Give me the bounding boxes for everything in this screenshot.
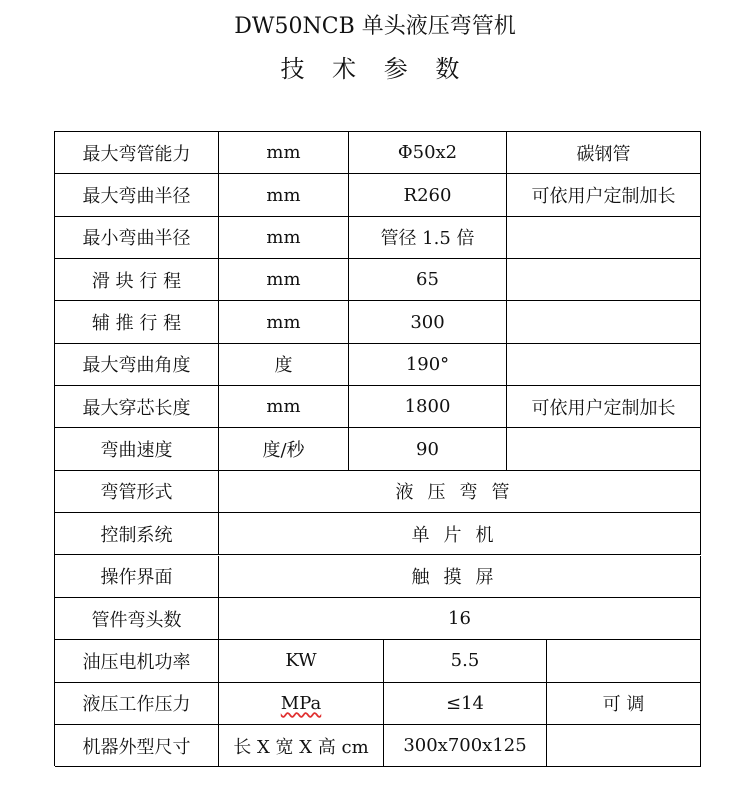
table-cell: [219, 259, 349, 301]
cell-text: 滑 块 行 程: [91, 270, 182, 292]
table-cell: [507, 344, 701, 386]
table-cell: [219, 640, 384, 682]
table-cell: [219, 301, 349, 343]
table-cell: [507, 386, 701, 428]
spec-table-grid: [54, 131, 701, 766]
cell-text: 液压弯管: [395, 482, 524, 504]
table-cell: [507, 428, 701, 470]
table-cell: [384, 640, 547, 682]
cell-text: 可 调: [602, 694, 645, 716]
cell-text: MPa: [280, 692, 322, 714]
table-cell: [219, 428, 349, 470]
cell-text: R260: [403, 184, 452, 206]
cell-text: 5.5: [450, 650, 480, 672]
table-cell: [384, 725, 547, 767]
cell-text: 65: [416, 269, 439, 291]
table-cell: [219, 556, 701, 598]
table-cell: [547, 640, 701, 682]
table-cell: [55, 344, 219, 386]
cell-text: 1800: [404, 396, 451, 418]
table-cell: [349, 428, 507, 470]
cell-text: mm: [266, 269, 301, 291]
table-cell: [219, 725, 384, 767]
table-cell: [349, 217, 507, 259]
table-cell: [219, 683, 384, 725]
table-cell: [219, 344, 349, 386]
cell-text: 控制系统: [100, 524, 173, 546]
table-cell: [55, 513, 219, 555]
cell-text: mm: [266, 226, 301, 248]
cell-text: 管件弯头数: [91, 609, 182, 631]
table-cell: [349, 301, 507, 343]
cell-text: mm: [266, 311, 301, 333]
cell-text: 300: [410, 311, 445, 333]
table-cell: [349, 132, 507, 174]
table-cell: [55, 174, 219, 216]
table-cell: [547, 683, 701, 725]
table-cell: [507, 259, 701, 301]
table-cell: [349, 259, 507, 301]
table-cell: [547, 725, 701, 767]
cell-text: 可依用户定制加长: [531, 397, 676, 419]
table-cell: [219, 174, 349, 216]
cell-text: 最大弯管能力: [82, 143, 191, 165]
table-cell: [219, 471, 701, 513]
table-cell: [349, 174, 507, 216]
table-cell: [55, 259, 219, 301]
table-cell: [55, 217, 219, 259]
cell-text: 管径 1.5 倍: [380, 228, 475, 250]
table-cell: [55, 556, 219, 598]
cell-text: 最大穿芯长度: [82, 397, 191, 419]
cell-text: 弯曲速度: [100, 440, 173, 462]
cell-text: KW: [285, 650, 317, 672]
table-cell: [55, 640, 219, 682]
cell-text: 度: [274, 355, 293, 377]
table-cell: [507, 174, 701, 216]
table-cell: [349, 344, 507, 386]
table-cell: [55, 598, 219, 640]
cell-text: 辅 推 行 程: [91, 313, 182, 335]
table-cell: [55, 428, 219, 470]
cell-text: 液压工作压力: [82, 694, 191, 716]
cell-text: mm: [266, 184, 301, 206]
cell-text: 碳钢管: [576, 143, 631, 165]
cell-text: 16: [448, 608, 471, 630]
table-cell: [55, 471, 219, 513]
table-cell: [349, 386, 507, 428]
cell-text: 操作界面: [100, 567, 173, 589]
table-cell: [219, 217, 349, 259]
cell-text: mm: [266, 142, 301, 164]
table-cell: [219, 386, 349, 428]
cell-text: ≤14: [446, 692, 484, 714]
cell-text: 机器外型尺寸: [82, 736, 191, 758]
table-cell: [55, 132, 219, 174]
document-subtitle: 技 术 参 数: [280, 55, 470, 83]
cell-text: 最大弯曲角度: [82, 355, 191, 377]
table-cell: [219, 132, 349, 174]
table-cell: [507, 217, 701, 259]
cell-text: 最小弯曲半径: [82, 228, 191, 250]
cell-text: 弯管形式: [100, 482, 173, 504]
cell-text: 单片机: [411, 524, 508, 546]
cell-text: mm: [266, 396, 301, 418]
table-cell: [55, 683, 219, 725]
document-title: DW50NCB 单头液压弯管机: [234, 14, 516, 39]
cell-text: 触摸屏: [411, 567, 508, 589]
table-cell: [55, 725, 219, 767]
table-cell: [55, 386, 219, 428]
cell-text: 300x700x125: [403, 735, 527, 757]
table-cell: [219, 598, 701, 640]
cell-text: 度/秒: [262, 440, 305, 462]
table-cell: [55, 301, 219, 343]
cell-text: 90: [416, 438, 439, 460]
cell-text: 最大弯曲半径: [82, 186, 191, 208]
table-cell: [219, 513, 701, 555]
table-cell: [384, 683, 547, 725]
cell-text: 190°: [405, 353, 450, 375]
cell-text: Φ50x2: [397, 142, 458, 164]
table-cell: [507, 132, 701, 174]
table-cell: [507, 301, 701, 343]
cell-text: 油压电机功率: [82, 651, 191, 673]
cell-text: 长 X 宽 X 高 cm: [233, 736, 369, 758]
cell-text: 可依用户定制加长: [531, 186, 676, 208]
spec-table: [54, 131, 701, 766]
